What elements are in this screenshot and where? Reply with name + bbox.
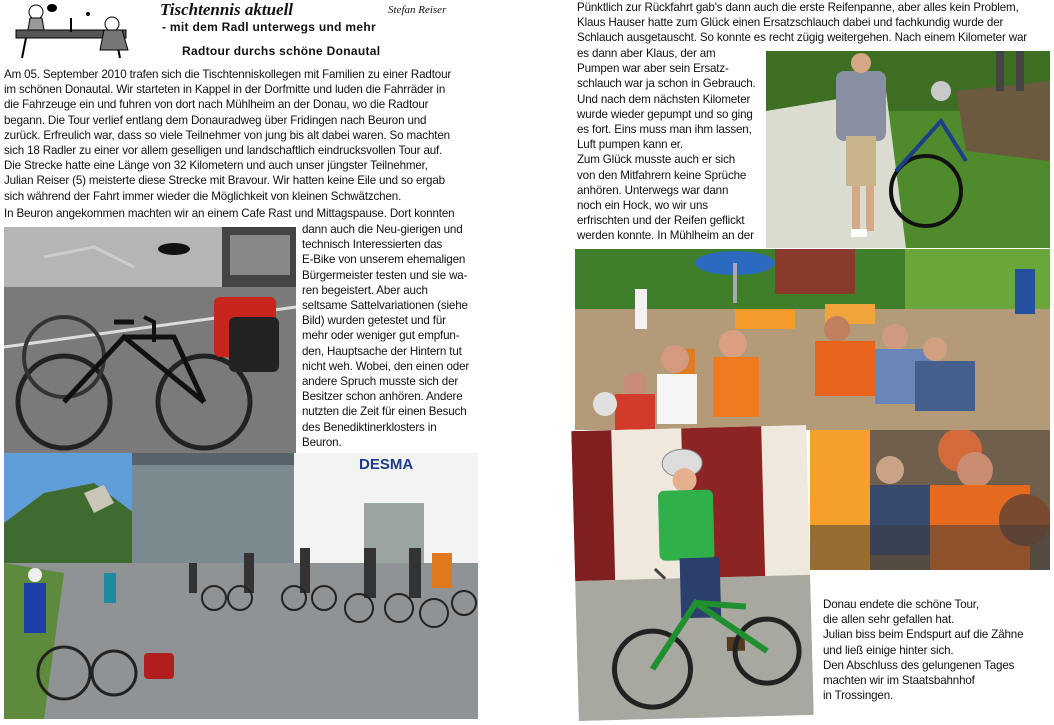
column-line: andere Spruch musste sich der [302,375,459,389]
tire-repair-photo [766,51,1050,248]
puncture-paragraph [577,0,1051,46]
intro-line: Die Strecke hatte eine Länge von 32 Kilometern und auch unser jüngster Teilnehmer, [4,159,428,173]
paragraph-line: Pünktlich zur Rückfahrt gab's dann auch die erste Reifenpanne, aber alles kein Problem, [577,1,1019,14]
column-line: ren begeistert. Aber auch [302,283,428,297]
column-line: dann auch die Neu-gierigen und [302,223,463,236]
ending-text [823,597,1051,703]
ending-line: Julian biss beim Endspurt auf die Zähne [823,628,1024,642]
article-heading: Radtour durchs schöne Donautal [182,44,381,58]
pumping-text [577,46,767,244]
table-tennis-logo [8,0,144,64]
ending-line: und ließ einige hinter sich. [823,643,954,657]
subtitle: - mit dem Radl unterwegs und mehr [162,20,376,34]
column-line: noch ein Hock, wo wir uns [577,199,708,213]
bikes-photo [4,227,296,453]
ending-line: die allen sehr gefallen hat. [823,613,955,627]
ending-line: in Trossingen. [823,689,894,703]
column-line: erfrischten und der Reifen geflickt [577,214,745,228]
intro-line: begann. Die Tour verlief entlang dem Donauradweg über Fridingen nach Beuron und [4,113,427,127]
column-line: werden konnte. In Mühlheim an der [577,229,754,243]
group-at-table-photo [810,430,1050,570]
intro-paragraph [4,67,484,221]
column-line: Zum Glück musste auch er sich [577,153,736,167]
desma-sign: DESMA [359,456,414,473]
intro-line: sich 18 Radler zu einer vor allem geselligen und landschaftlich eindrucksvollen Tour auf. [4,144,443,158]
column-line: mehr oder weniger gut empfun- [302,329,460,343]
page-title: Tischtennis aktuell [160,0,294,19]
paragraph-line: Klaus Hauser hatte zum Glück einen Ersatzschlauch dabei und fachkundig wurde der [577,16,1004,30]
column-line: des Benediktinerklosters in [302,420,437,434]
ending-line: Den Abschluss des gelungenen Tages [823,658,1015,672]
column-line: Luft pumpen kann er. [577,138,683,152]
column-line: seltsame Sattelvariationen (siehe [302,299,468,313]
column-line: es fort. Eins muss man ihm lassen, [577,123,752,137]
author: Stefan Reiser [388,4,447,16]
column-line: Pumpen war aber sein Ersatz- [577,62,729,76]
intro-line: Julian Reiser (5) meisterte diese Strecke mit Bravour. Wir hatten keine Eile und so ergab [4,174,445,188]
column-line: nicht weh. Wobei, den einen oder [302,359,470,373]
intro-line: Am 05. September 2010 trafen sich die Tischtenniskollegen mit Familien zu einer Radtour [4,68,452,81]
group-photo [4,453,478,719]
column-line: es dann aber Klaus, der am [577,47,716,60]
cafe-rest-photo [575,249,1050,430]
intro-line: sich während der Fahrt immer wieder die Möglichkeit von kleinen Schwätzchen. [4,189,402,203]
column-line: von den Mitfahrern keine Sprüche [577,168,747,182]
intro-line: im schönen Donautal. Wir starteten in Kappel in der Dorfmitte und luden die Fahrräder in [4,83,446,97]
ending-line: machten wir im Staatsbahnhof [823,674,975,688]
column-line: schlauch war ja schon in Gebrauch. [577,77,756,91]
column-line: Und nach dem nächsten Kilometer [577,92,751,106]
column-line: Besitzer schon anhören. Andere [302,390,463,404]
column-line: anhören. Unterwegs war dann [577,183,729,197]
column-line: wurde wieder gepumpt und so ging [577,107,753,121]
intro-line: In Beuron angekommen machten wir an einem Cafe Rast und Mittagspause. Dort konnten [4,206,455,220]
intro-line: die Fahrzeuge ein und fuhren von dort nach Mühlheim an der Donau, wo die Radtour [4,98,429,112]
column-line: Bürgermeister testen und sie wa- [302,268,468,282]
intro-line: zurück. Erfreulich war, dass so viele Teilnehmer von jung bis alt dabei waren. So machten [4,128,450,142]
column-line: Beuron. [302,435,342,449]
column-line: technisch Interessierten das [302,238,443,252]
column-line: den, Hauptsache der Hintern tut [302,344,462,358]
column-line: nutzten die Zeit für einen Besuch [302,405,467,419]
beuron-text [302,222,482,450]
column-line: E-Bike von unserem ehemaligen [302,253,466,267]
column-line: Bild) wurden getestet und für [302,314,446,328]
ending-line: Donau endete die schöne Tour, [823,598,979,611]
paragraph-line: Schlauch ausgetauscht. So konnte es recht zügig weitergehen. Nach einem Kilometer war [577,31,1027,45]
child-on-bike-photo [571,425,814,721]
